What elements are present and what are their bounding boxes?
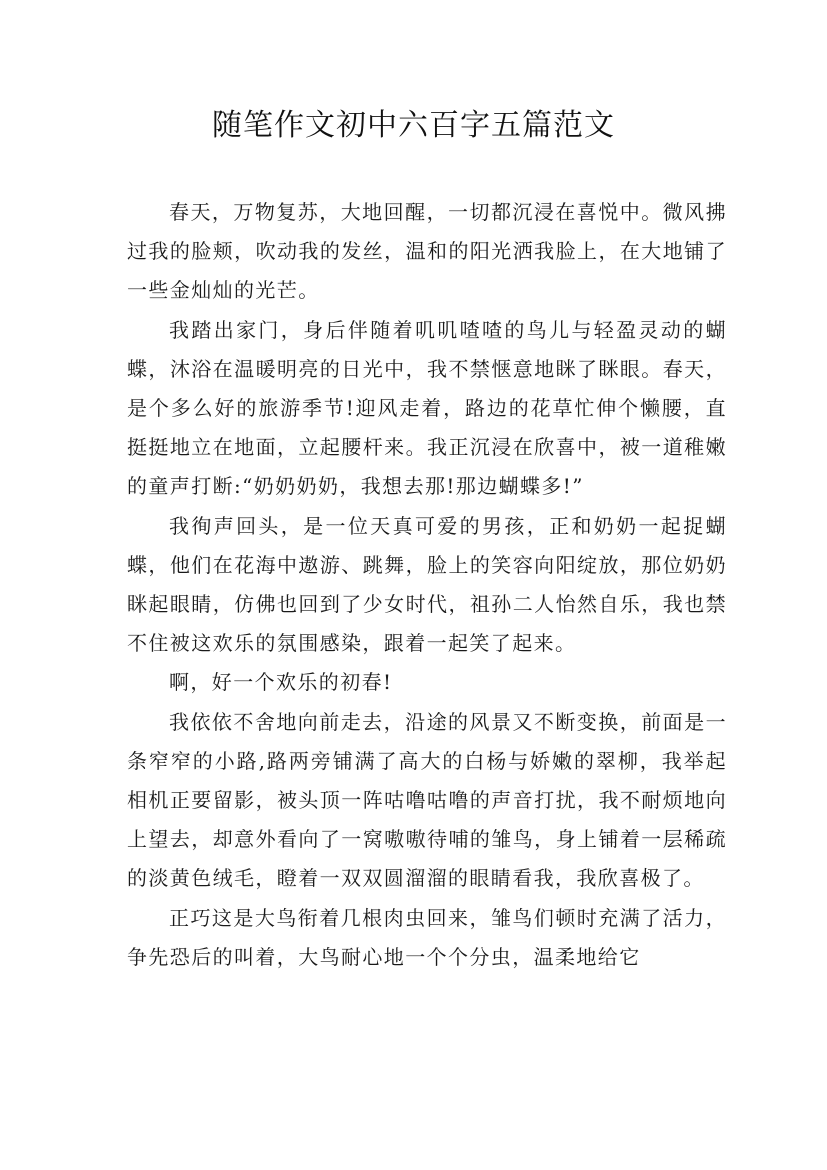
paragraph: 我踏出家门，身后伴随着叽叽喳喳的鸟儿与轻盈灵动的蝴蝶，沐浴在温暖明亮的日光中，我不禁惬意地眯了眯眼。春天，是个多么好的旅游季节!迎风走着，路边的花草忙伸个懒腰，直挺挺地立在地面，立起腰杆来。我正沉浸在欣喜中，被一道稚嫩的童声打断:“奶奶奶奶，我想去那!那边蝴蝶多!”: [127, 317, 727, 499]
paragraph: 啊，好一个欢乐的初春!: [169, 670, 393, 695]
paragraph: 我依依不舍地向前走去，沿途的风景又不断变换，前面是一条窄窄的小路,路两旁铺满了高大的白杨与娇嫩的翠柳，我举起相机正要留影，被头顶一阵咕噜咕噜的声音打扰，我不耐烦地向上望去，却意外看向了一窝嗷嗷待哺的雏鸟，身上铺着一层稀疏的淡黄色绒毛，瞪着一双双圆溜溜的眼睛看我，我欣喜极了。: [127, 709, 727, 891]
document-body: [127, 193, 727, 977]
paragraph: 我徇声回头，是一位天真可爱的男孩，正和奶奶一起捉蝴蝶，他们在花海中遨游、跳舞，脸上的笑容向阳绽放，那位奶奶眯起眼睛，仿佛也回到了少女时代，祖孙二人怡然自乐，我也禁不住被这欢乐的氛围感染，跟着一起笑了起来。: [127, 513, 727, 656]
paragraph: 正巧这是大鸟衔着几根肉虫回来，雏鸟们顿时充满了活力，争先恐后的叫着，大鸟耐心地一个个分虫，温柔地给它: [127, 905, 727, 969]
paragraph: 春天，万物复苏，大地回醒，一切都沉浸在喜悦中。微风拂过我的脸颊，吹动我的发丝，温和的阳光洒我脸上，在大地铺了一些金灿灿的光芒。: [127, 200, 727, 303]
document-title: 随笔作文初中六百字五篇范文: [212, 108, 615, 143]
